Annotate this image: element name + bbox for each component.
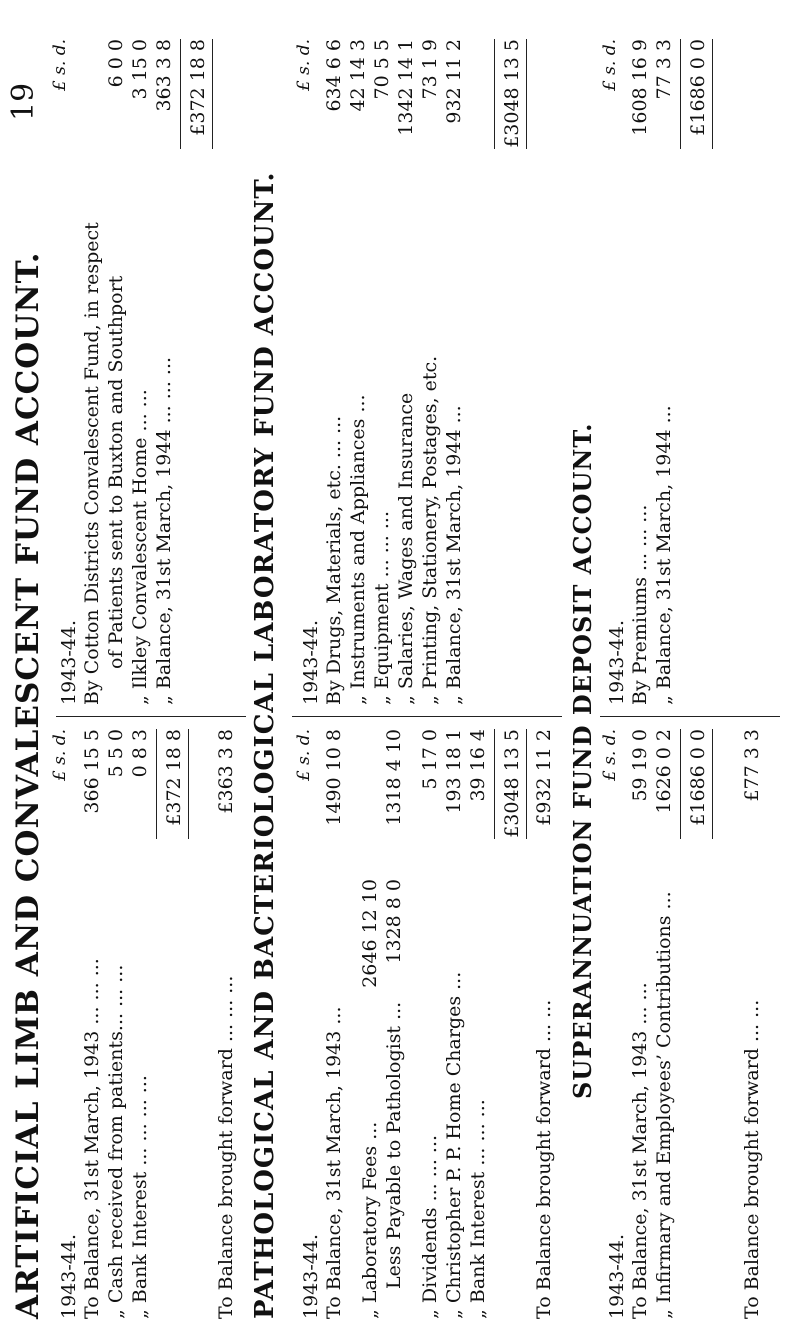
laboratory-credit-column	[300, 185, 530, 705]
total-amount: £372 18 8	[163, 729, 185, 826]
ledger-line: „ Ilkley Convalescent Home ... ...	[129, 389, 151, 705]
sum-rule	[494, 729, 495, 839]
forward-amount: £77 3 3	[741, 729, 763, 802]
title-convalescent: ARTIFICIAL LIMB AND CONVALESCENT FUND ACCOUNT.	[10, 251, 46, 1319]
sum-rule	[712, 729, 713, 839]
column-divider	[56, 716, 246, 717]
amount: 3 15 0	[129, 39, 151, 100]
amount: 59 19 0	[629, 729, 651, 802]
ledger-line: „ Salaries, Wages and Insurance	[395, 392, 417, 705]
amount: 70 5 5	[371, 39, 393, 100]
ledger-line: „ Balance, 31st March, 1944 ...	[443, 405, 465, 705]
ledger-line: „ Instruments and Appliances ...	[347, 394, 369, 705]
column-divider	[600, 716, 780, 717]
year-label: 1943-44.	[300, 1234, 322, 1319]
title-laboratory: PATHOLOGICAL AND BACTERIOLOGICAL LABORATORY FUND ACCOUNT.	[250, 171, 280, 1319]
currency-header: £ s. d.	[50, 729, 70, 782]
amount: 0 8 3	[129, 729, 151, 778]
year-label: 1943-44.	[58, 1234, 80, 1319]
amount: 1318 4 10	[383, 729, 405, 826]
sum-rule	[188, 729, 189, 839]
forward-line: To Balance brought forward ... ...	[533, 999, 555, 1319]
year-label: 1943-44.	[300, 620, 322, 705]
forward-amount: £932 11 2	[533, 729, 555, 826]
amount: 363 3 8	[153, 39, 175, 112]
amount: 42 14 3	[347, 39, 369, 112]
currency-header: £ s. d.	[600, 39, 620, 92]
amount: 932 11 2	[443, 39, 465, 124]
ledger-line: To Balance, 31st March, 1943 ... ...	[629, 982, 651, 1319]
total-amount: £1686 0 0	[687, 39, 709, 136]
ledger-line: „ Balance, 31st March, 1944 ...	[653, 405, 675, 705]
forward-line: To Balance brought forward ... ...	[741, 999, 763, 1319]
column-divider	[292, 716, 562, 717]
amount: 1490 10 8	[323, 729, 345, 826]
amount: 634 6 6	[323, 39, 345, 112]
superannuation-debit-column	[606, 859, 756, 1319]
title-superannuation: SUPERANNUATION FUND DEPOSIT ACCOUNT.	[568, 422, 597, 1099]
ledger-line: „ Infirmary and Employees’ Contributions ...	[653, 891, 675, 1319]
total-amount: £372 18 8	[187, 39, 209, 136]
ledger-line: To Balance, 31st March, 1943 ...	[323, 1006, 345, 1319]
currency-header: £ s. d.	[294, 39, 314, 92]
sum-rule	[712, 39, 713, 149]
amount: 5 17 0	[419, 729, 441, 790]
ledger-line: By Drugs, Materials, etc. ... ...	[323, 415, 345, 705]
sum-rule	[526, 729, 527, 839]
sum-rule	[180, 39, 181, 149]
amount: 366 15 5	[81, 729, 103, 814]
sum-rule	[212, 39, 213, 149]
superannuation-credit-column	[606, 185, 756, 705]
year-label: 1943-44.	[606, 620, 628, 705]
ledger-line: By Premiums ... ... ...	[629, 504, 651, 705]
year-label: 1943-44.	[58, 620, 80, 705]
ledger-line: „ Cash received from patients... ... ...	[105, 964, 127, 1319]
amount: 39 16 4	[467, 729, 489, 802]
amount: 1608 16 9	[629, 39, 651, 136]
year-label: 1943-44.	[606, 1234, 628, 1319]
ledger-line: To Balance, 31st March, 1943 ... ... ...	[81, 958, 103, 1319]
sum-rule	[526, 39, 527, 149]
page-number: 19	[6, 82, 41, 121]
forward-line: To Balance brought forward ... ... ...	[215, 975, 237, 1319]
ledger-line: „ Printing, Stationery, Postages, etc.	[419, 355, 441, 705]
ledger-line: „ Bank Interest ... ... ... ...	[129, 1075, 151, 1319]
sub-amount: 2646 12 10	[359, 879, 381, 988]
forward-amount: £363 3 8	[215, 729, 237, 814]
currency-header: £ s. d.	[600, 729, 620, 782]
currency-header: £ s. d.	[50, 39, 70, 92]
amount: 77 3 3	[653, 39, 675, 100]
amount: 1342 14 1	[395, 39, 417, 136]
currency-header: £ s. d.	[294, 729, 314, 782]
laboratory-debit-column	[300, 859, 530, 1319]
amount: 5 5 0	[105, 729, 127, 778]
ledger-line: „ Christopher P. P. Home Charges ...	[443, 971, 465, 1319]
ledger-line: By Cotton Districts Convalescent Fund, in respect	[81, 222, 103, 705]
amount: 6 0 0	[105, 39, 127, 88]
total-amount: £3048 13 5	[501, 729, 523, 838]
ledger-line: „ Bank Interest ... ... ...	[467, 1099, 489, 1319]
sub-amount: 1328 8 0	[383, 879, 405, 964]
sum-rule	[156, 729, 157, 839]
ledger-line: of Patients sent to Buxton and Southport	[105, 275, 127, 669]
amount: 193 18 1	[443, 729, 465, 814]
amount: 1626 0 2	[653, 729, 675, 814]
ledger-line: Less Payable to Pathologist ...	[383, 1001, 405, 1289]
ledger-line: „ Dividends ... ... ...	[419, 1134, 441, 1319]
ledger-line: „ Balance, 31st March, 1944 ... ... ...	[153, 356, 175, 705]
sum-rule	[680, 39, 681, 149]
sum-rule	[680, 729, 681, 839]
sum-rule	[494, 39, 495, 149]
amount: 73 1 9	[419, 39, 441, 100]
convalescent-credit-column	[58, 145, 258, 705]
total-amount: £3048 13 5	[501, 39, 523, 148]
ledger-line: „ Equipment ... ... ...	[371, 511, 393, 705]
total-amount: £1686 0 0	[687, 729, 709, 826]
ledger-line: „ Laboratory Fees ...	[359, 1121, 381, 1319]
